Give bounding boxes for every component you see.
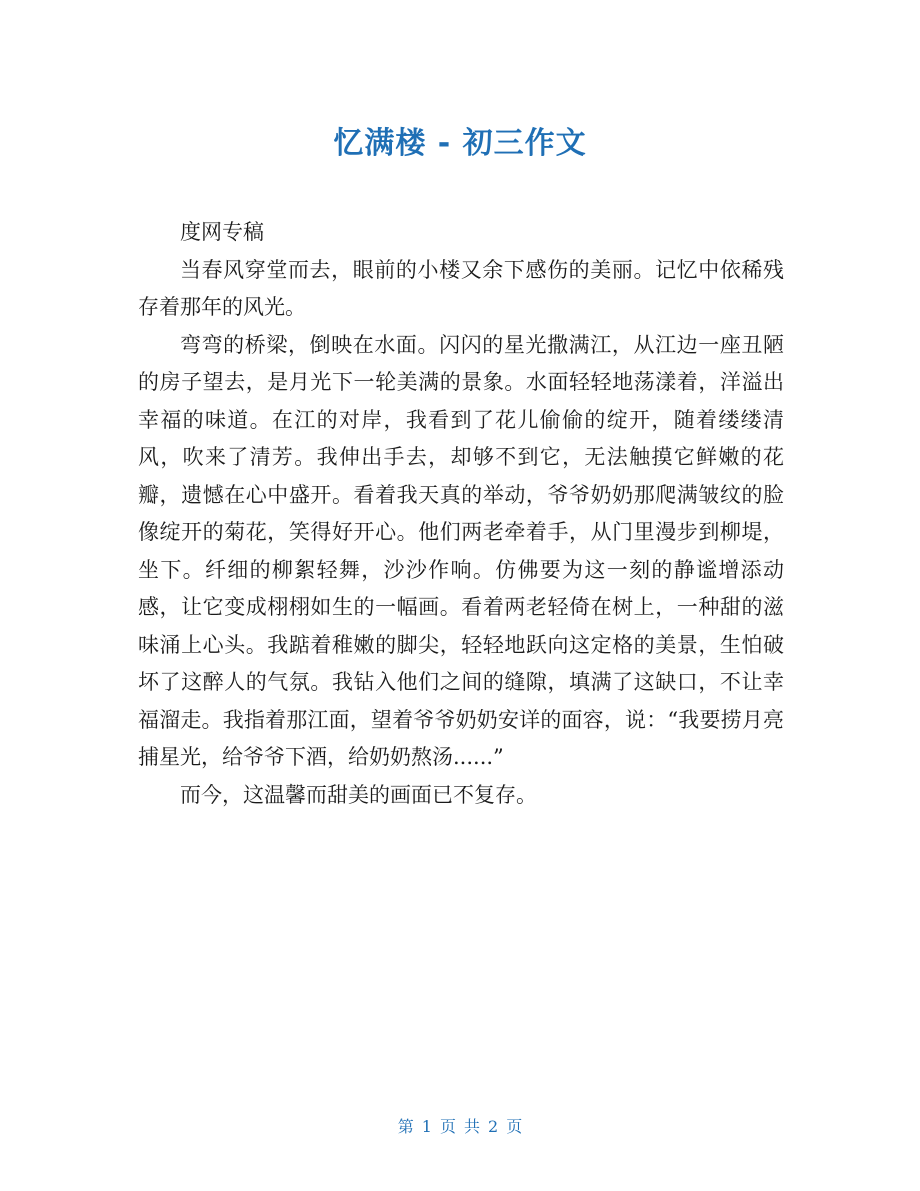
footer-current-page: 1 [421,1117,432,1136]
footer-total-label: 共 [464,1117,481,1136]
paragraph-intro: 当春风穿堂而去，眼前的小楼又余下感伤的美丽。记忆中依稀残存着那年的风光。 [138,257,784,319]
page-number-footer [0,1114,920,1137]
paragraph-source: 度网专稿 [180,220,264,244]
footer-prefix: 第 [397,1117,414,1136]
footer-page-label: 页 [439,1117,456,1136]
footer-suffix: 页 [506,1117,523,1136]
document-body [138,214,784,814]
paragraph-ending: 而今，这温馨而甜美的画面已不复存。 [180,782,537,807]
footer-total-pages: 2 [488,1117,499,1136]
document-title: 忆满楼 - 初三作文 [333,126,587,161]
paragraph-memory: 弯弯的桥梁，倒映在水面。闪闪的星光撒满江，从江边一座丑陋的房子望去，是月光下一轮美满的景象。水面轻轻地荡漾着，洋溢出幸福的味道。在江的对岸，我看到了花儿偷偷的绽开，随着缕缕清风，吹来了清芳。我伸出手去，却够不到它，无法触摸它鲜嫩的花瓣，遗憾在心中盛开。看着我天真的举动，爷爷奶奶那爬满皱纹的脸像绽开的菊花，笑得好开心。他们两老牵着手，从门里漫步到柳堤，坐下。纤细的柳絮轻舞，沙沙作响。仿佛要为这一刻的静谧增添动感，让它变成栩栩如生的一幅画。看着两老轻倚在树上，一种甜的滋味涌上心头。我踮着稚嫩的脚尖，轻轻地跃向这定格的美景，生怕破坏了这醉人的气氛。我钻入他们之间的缝隙，填满了这缺口，不让幸福溜走。我指着那江面，望着爷爷奶奶安详的面容，说：“我要捞月亮捕星光，给爷爷下酒，给奶奶熬汤......” [138,332,784,769]
